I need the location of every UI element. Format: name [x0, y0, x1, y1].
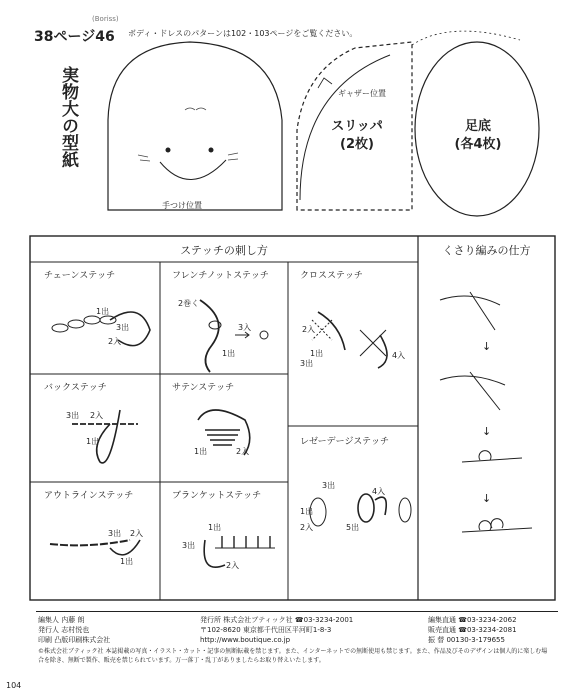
cross-label-2: 2入 [302, 325, 316, 334]
blanket-label-2: 2入 [226, 561, 240, 570]
pattern-title: 実物大の型紙 [58, 66, 78, 168]
outline-label-3: 3出 [108, 529, 122, 538]
satin-label-2: 2入 [236, 447, 250, 456]
lazy-label-3: 3出 [322, 481, 336, 490]
chain-stitch-title: チェーンステッチ [44, 271, 116, 281]
french-label-3: 3入 [238, 323, 252, 332]
outline-label-2: 2入 [130, 529, 144, 538]
outline-stitch-title: アウトラインステッチ [44, 491, 134, 501]
page-reference: 38ページ46 [34, 29, 115, 45]
chain-label-1: 1出 [96, 307, 110, 316]
sole-label: 足底 (各4枚) [454, 119, 502, 152]
outline-label-1: 1出 [120, 557, 134, 566]
cross-label-3: 3出 [300, 359, 314, 368]
crochet-arrow-2: ↓ [482, 425, 492, 438]
crochet-arrow-1: ↓ [482, 340, 492, 353]
back-label-1: 1出 [86, 437, 100, 446]
cross-stitch-title: クロスステッチ [300, 271, 363, 281]
crochet-section-title: くさり編みの仕方 [442, 244, 531, 257]
back-stitch-figure [72, 410, 138, 463]
french-label-1: 1出 [222, 349, 236, 358]
page-number: 104 [6, 681, 22, 690]
back-label-3: 3出 [66, 411, 80, 420]
back-stitch-title: バックステッチ [44, 383, 107, 393]
blanket-label-1: 1出 [208, 523, 222, 532]
lazy-daisy-figure [310, 494, 411, 526]
lazy-daisy-title: レゼーデージステッチ [300, 437, 390, 447]
hand-label: 手つけ位置 [162, 201, 202, 210]
lazy-label-1: 1出 [300, 507, 314, 516]
stitch-section-title: ステッチの刺し方 [180, 244, 268, 257]
footer-staff: 編集人 内藤 朗 発行人 志村悦也 印刷 凸版印刷株式会社 [38, 616, 111, 644]
lazy-label-2: 2入 [300, 523, 314, 532]
cross-label-1: 1出 [310, 349, 324, 358]
handwritten-note: (Boriss) [92, 15, 119, 23]
footer-copyright: ©株式会社ブティック社 本誌掲載の写真・イラスト・カット・記事の無断転載を禁じます。また、インターネットでの無断使用も禁じます。また、作品及びそのデザインは個人的に楽しむ場合を除き、無断で製作、販売を禁じられています。万一落丁・乱丁がありましたらお取り替えいたします。 [38, 648, 548, 664]
outline-stitch-figure [50, 540, 140, 555]
footer-issuer: 発行所 株式会社ブティック社 ☎03-3234-2001 〒102-8620 東京都千代田区平河町1-8-3 http://www.boutique.co.jp [200, 616, 354, 644]
footer-rule [36, 611, 558, 612]
french-label-2: 2巻く [178, 299, 200, 308]
slipper-label: スリッパ (2枚) [331, 119, 383, 152]
chain-stitch-figure [52, 312, 150, 346]
cross-label-4: 4入 [392, 351, 406, 360]
footer-contacts: 編集直通 ☎03-3234-2062 販売直通 ☎03-3234-2081 振 替 00130-3-179655 [428, 616, 517, 644]
gather-label: ギャザー位置 [338, 89, 386, 98]
blanket-label-3: 3出 [182, 541, 196, 550]
satin-stitch-title: サテンステッチ [172, 383, 235, 393]
cross-stitch-figure [312, 312, 387, 368]
pattern-note: ボディ・ドレスのパターンは102・103ページをご覧ください。 [128, 29, 358, 38]
blanket-stitch-figure [204, 536, 275, 567]
french-knot-title: フレンチノットステッチ [172, 271, 269, 281]
crochet-arrow-3: ↓ [482, 492, 492, 505]
back-label-2: 2入 [90, 411, 104, 420]
chain-label-3: 3出 [116, 323, 130, 332]
french-knot-figure [200, 300, 268, 372]
chain-label-2: 2入 [108, 337, 122, 346]
blanket-stitch-title: ブランケットステッチ [172, 491, 262, 501]
lazy-label-4: 4入 [372, 487, 386, 496]
lazy-label-5: 5出 [346, 523, 360, 532]
satin-label-1: 1出 [194, 447, 208, 456]
